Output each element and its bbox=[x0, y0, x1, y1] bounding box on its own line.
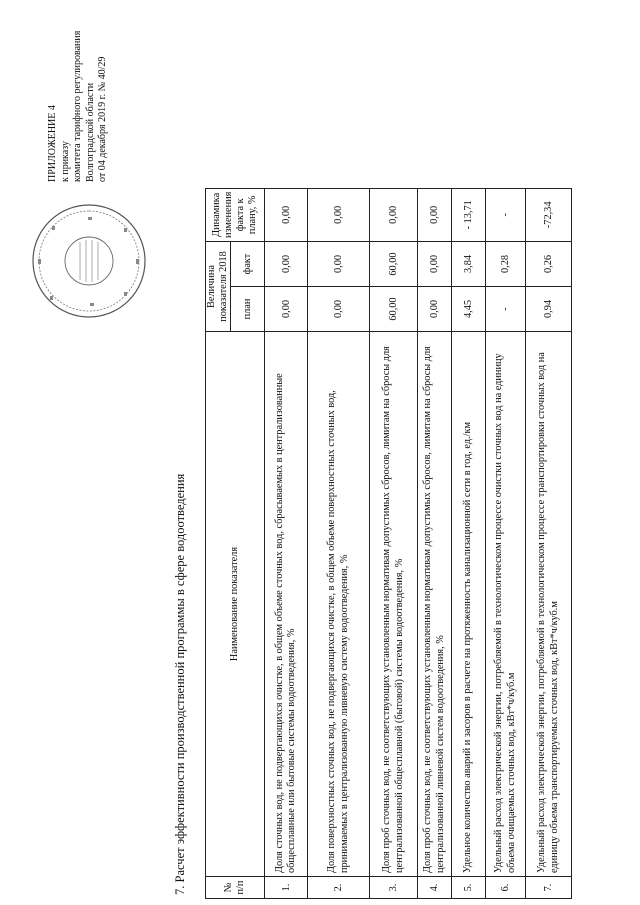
fact-value: 0,28 bbox=[486, 242, 526, 287]
plan-value: 0,00 bbox=[418, 287, 452, 332]
col-header-fact: факт bbox=[231, 242, 265, 287]
indicator-name: Доля сточных вод, не подвергающихся очистке, в общем объеме сточных вод, сбрасываемых в централизованные общесплавные или бытовые системы водоотведения, % bbox=[265, 332, 308, 877]
table-row bbox=[370, 188, 418, 898]
official-seal bbox=[30, 202, 148, 320]
section-heading: 7. Расчет эффективности производственной программы в сфере водоотведения bbox=[173, 473, 187, 895]
document-header bbox=[47, 31, 110, 210]
col-header-dynamics: Динамика изменения факта к плану, % bbox=[206, 188, 265, 241]
plan-value: 60,00 bbox=[370, 287, 418, 332]
table-row bbox=[418, 188, 452, 898]
indicator-name: Доля поверхностных сточных вод, не подвергающихся очистке, в общем объеме поверхностных сточных вод, принимаемых в централизованную ливневую систему водоотведения, % bbox=[308, 332, 370, 877]
table-row bbox=[486, 188, 526, 898]
dynamics-value: 0,00 bbox=[308, 188, 370, 241]
dynamics-value: - 13,71 bbox=[452, 188, 486, 241]
fact-value: 0,00 bbox=[265, 242, 308, 287]
col-header-plan: план bbox=[231, 287, 265, 332]
dynamics-value: 0,00 bbox=[265, 188, 308, 241]
col-header-num: № п/п bbox=[206, 877, 265, 899]
dynamics-value: - bbox=[486, 188, 526, 241]
order-date: от 04 декабря 2019 г. № 40/29 bbox=[97, 56, 108, 182]
row-number: 1. bbox=[265, 877, 308, 899]
plan-value: 4,45 bbox=[452, 287, 486, 332]
fact-value: 0,00 bbox=[418, 242, 452, 287]
table-row bbox=[308, 188, 370, 898]
header-line: Волгоградской области bbox=[84, 82, 96, 182]
table-row bbox=[526, 188, 572, 898]
indicator-name: Удельное количество аварий и засоров в расчете на протяженность канализационной сети в год, ед./км bbox=[452, 332, 486, 877]
row-number: 6. bbox=[486, 877, 526, 899]
plan-value: 0,94 bbox=[526, 287, 572, 332]
fact-value: 0,00 bbox=[308, 242, 370, 287]
fact-value: 60,00 bbox=[370, 242, 418, 287]
table-header-row bbox=[206, 188, 231, 898]
dynamics-value: -72,34 bbox=[526, 188, 572, 241]
row-number: 4. bbox=[418, 877, 452, 899]
indicator-name: Удельный расход электрической энергии, потребляемой в технологическом процессе транспортировки сточных вод на единицу объема транспортируемых сточных вод, кВт*ч/куб.м bbox=[526, 332, 572, 877]
table-row bbox=[265, 188, 308, 898]
fact-value: 3,84 bbox=[452, 242, 486, 287]
col-header-value: Величина показателя 2018 bbox=[206, 242, 231, 332]
dynamics-value: 0,00 bbox=[370, 188, 418, 241]
row-number: 5. bbox=[452, 877, 486, 899]
col-header-name: Наименование показателя bbox=[206, 332, 265, 877]
efficiency-table bbox=[205, 188, 572, 899]
plan-value: 0,00 bbox=[265, 287, 308, 332]
table-row bbox=[452, 188, 486, 898]
row-number: 2. bbox=[308, 877, 370, 899]
plan-value: - bbox=[486, 287, 526, 332]
header-line: комитета тарифного регулирования bbox=[72, 30, 83, 182]
dynamics-value: 0,00 bbox=[418, 188, 452, 241]
indicator-name: Доля проб сточных вод, не соответствующих установленным нормативам допустимых сбросов, лимитам на сбросы для централизованной общесплавной (бытовой) системы водоотведения, % bbox=[370, 332, 418, 877]
fact-value: 0,26 bbox=[526, 242, 572, 287]
indicator-name: Удельный расход электрической энергии, потребляемой в технологическом процессе очистки сточных вод на единицу объема очищаемых сточных вод, кВт*ч/куб.м bbox=[486, 332, 526, 877]
header-line: к приказу bbox=[59, 141, 71, 182]
indicator-name: Доля проб сточных вод, не соответствующих установленным нормативам допустимых сбросов, лимитам на сбросы для централизованной ливневой систем водоотведения, % bbox=[418, 332, 452, 877]
plan-value: 0,00 bbox=[308, 287, 370, 332]
row-number: 7. bbox=[526, 877, 572, 899]
annex-label: ПРИЛОЖЕНИЕ 4 bbox=[47, 105, 58, 182]
row-number: 3. bbox=[370, 877, 418, 899]
